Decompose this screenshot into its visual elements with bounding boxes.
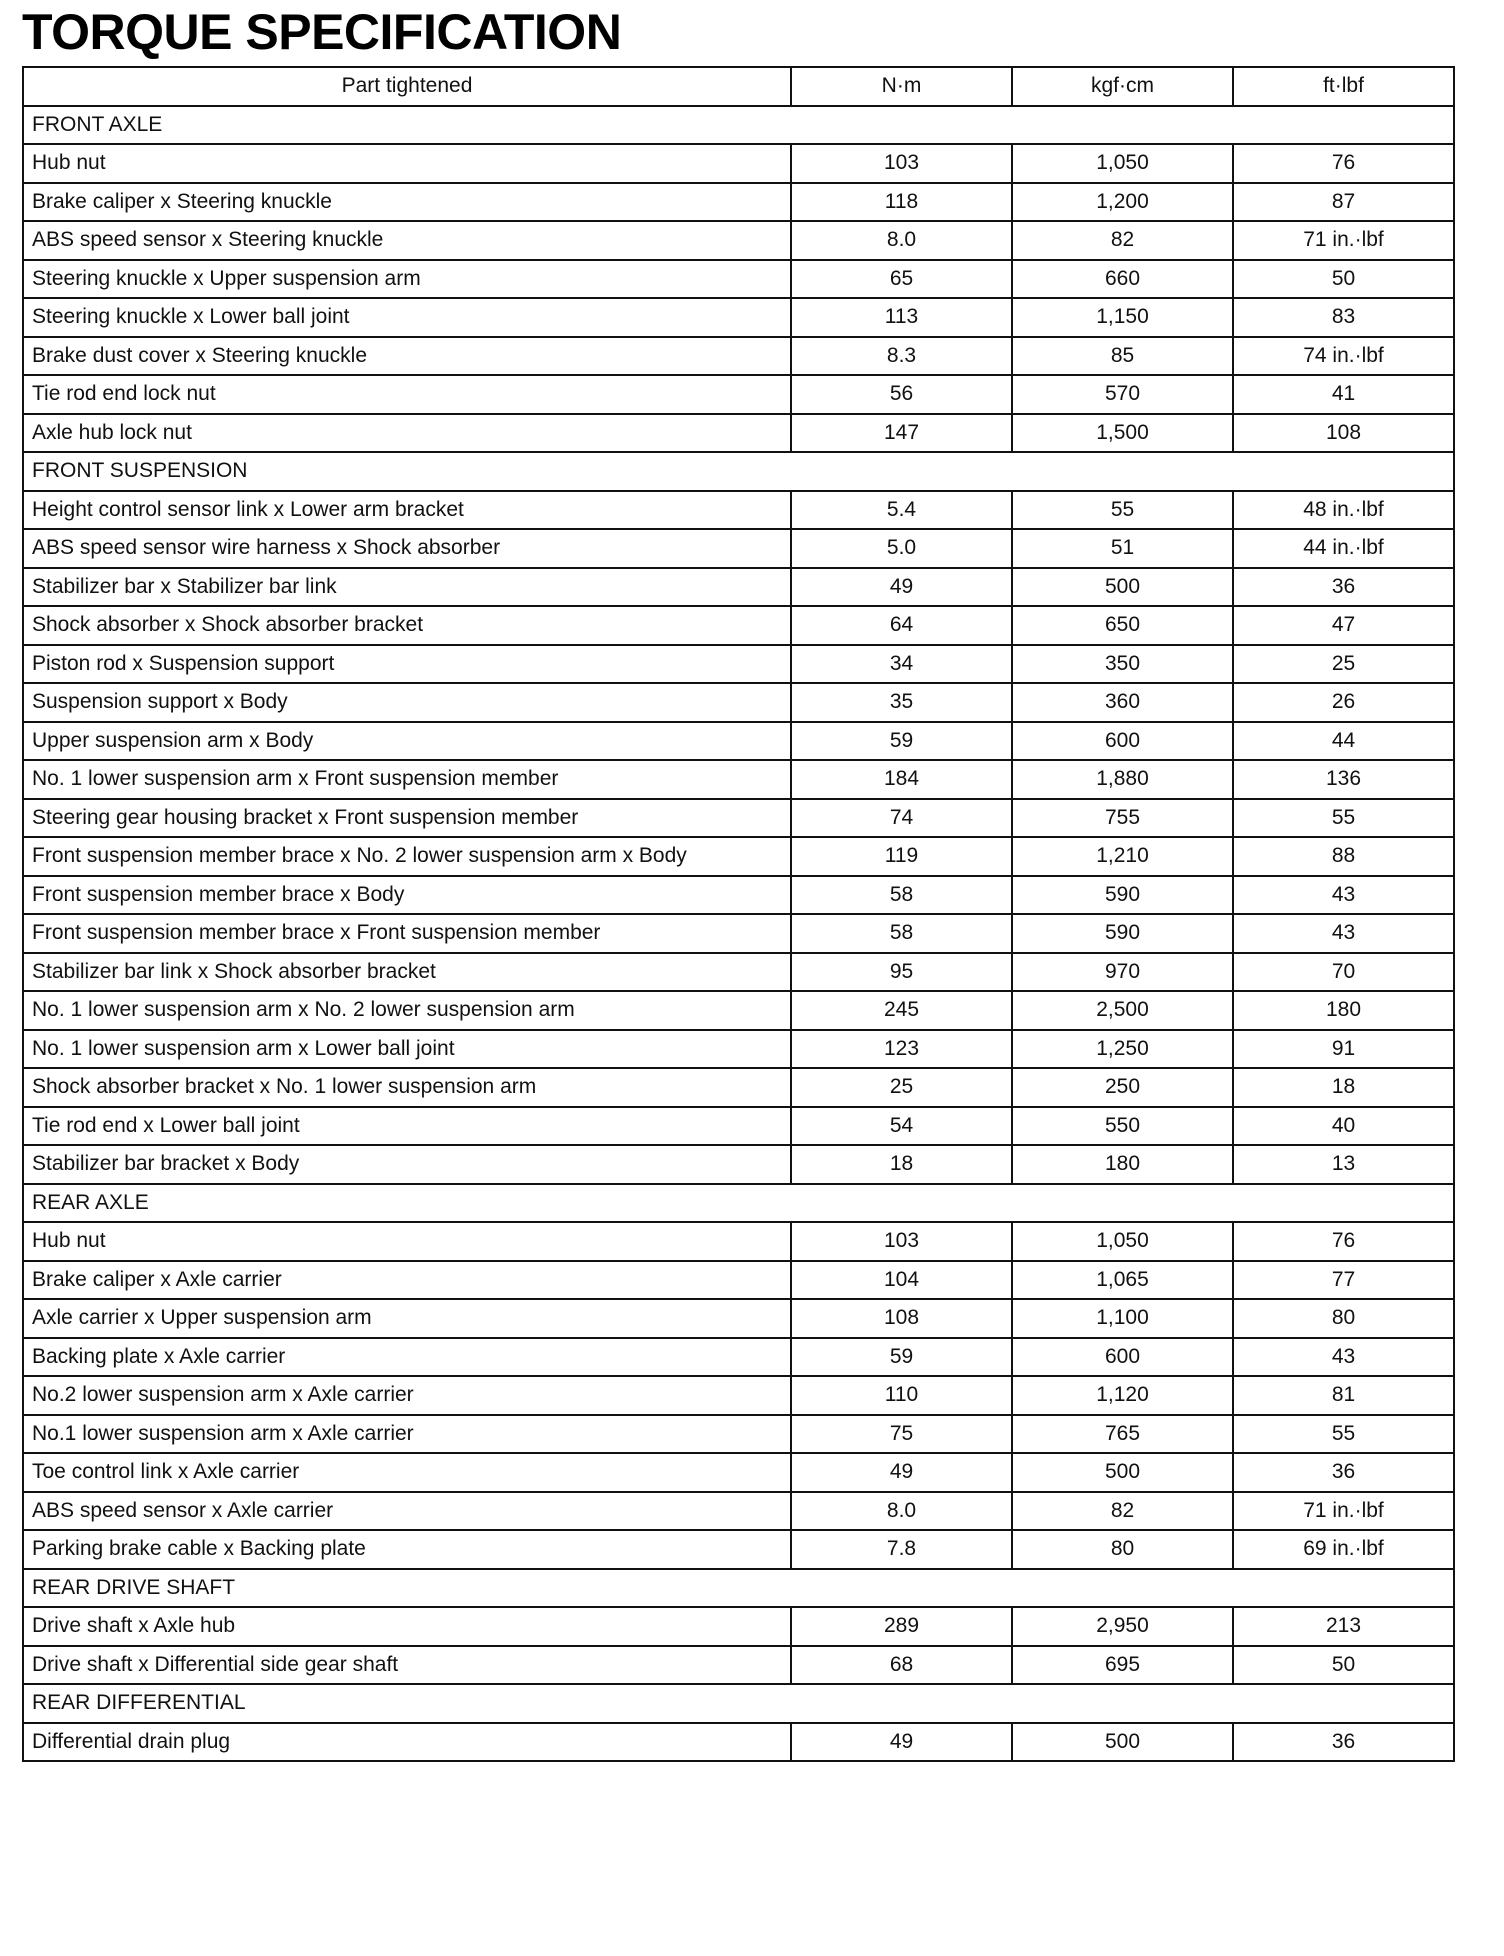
cell-kgfcm: 590 <box>1012 876 1233 915</box>
cell-kgfcm: 500 <box>1012 1723 1233 1762</box>
section-row <box>23 452 1454 491</box>
cell-part: Brake dust cover x Steering knuckle <box>23 337 791 376</box>
table-row <box>23 337 1454 376</box>
cell-nm: 64 <box>791 606 1012 645</box>
table-row <box>23 1222 1454 1261</box>
cell-part: No. 1 lower suspension arm x Lower ball joint <box>23 1030 791 1069</box>
cell-part: Toe control link x Axle carrier <box>23 1453 791 1492</box>
cell-ftlbf: 55 <box>1233 799 1454 838</box>
header-row <box>23 67 1454 106</box>
table-row <box>23 799 1454 838</box>
cell-ftlbf: 83 <box>1233 298 1454 337</box>
cell-part: Parking brake cable x Backing plate <box>23 1530 791 1569</box>
table-row <box>23 1145 1454 1184</box>
table-row <box>23 221 1454 260</box>
section-heading: FRONT SUSPENSION <box>23 452 1454 491</box>
cell-nm: 59 <box>791 1338 1012 1377</box>
cell-part: Stabilizer bar link x Shock absorber bracket <box>23 953 791 992</box>
table-row <box>23 1492 1454 1531</box>
cell-nm: 8.3 <box>791 337 1012 376</box>
cell-ftlbf: 36 <box>1233 1723 1454 1762</box>
cell-nm: 56 <box>791 375 1012 414</box>
cell-part: Tie rod end lock nut <box>23 375 791 414</box>
cell-ftlbf: 180 <box>1233 991 1454 1030</box>
cell-nm: 103 <box>791 144 1012 183</box>
cell-nm: 59 <box>791 722 1012 761</box>
table-row <box>23 1723 1454 1762</box>
cell-kgfcm: 500 <box>1012 1453 1233 1492</box>
column-header-part: Part tightened <box>23 67 791 106</box>
cell-ftlbf: 213 <box>1233 1607 1454 1646</box>
cell-part: Hub nut <box>23 144 791 183</box>
cell-part: ABS speed sensor x Axle carrier <box>23 1492 791 1531</box>
table-row <box>23 260 1454 299</box>
cell-nm: 184 <box>791 760 1012 799</box>
table-row <box>23 837 1454 876</box>
cell-part: Front suspension member brace x Body <box>23 876 791 915</box>
cell-part: Shock absorber bracket x No. 1 lower suspension arm <box>23 1068 791 1107</box>
cell-part: Front suspension member brace x No. 2 lower suspension arm x Body <box>23 837 791 876</box>
cell-kgfcm: 51 <box>1012 529 1233 568</box>
table-row <box>23 606 1454 645</box>
section-heading: REAR AXLE <box>23 1184 1454 1223</box>
cell-ftlbf: 50 <box>1233 1646 1454 1685</box>
cell-ftlbf: 40 <box>1233 1107 1454 1146</box>
table-row <box>23 414 1454 453</box>
cell-kgfcm: 1,250 <box>1012 1030 1233 1069</box>
cell-ftlbf: 70 <box>1233 953 1454 992</box>
cell-kgfcm: 500 <box>1012 568 1233 607</box>
cell-kgfcm: 1,500 <box>1012 414 1233 453</box>
cell-ftlbf: 50 <box>1233 260 1454 299</box>
table-row <box>23 953 1454 992</box>
table-row <box>23 760 1454 799</box>
cell-ftlbf: 91 <box>1233 1030 1454 1069</box>
cell-nm: 119 <box>791 837 1012 876</box>
cell-kgfcm: 590 <box>1012 914 1233 953</box>
cell-ftlbf: 43 <box>1233 1338 1454 1377</box>
cell-kgfcm: 250 <box>1012 1068 1233 1107</box>
cell-part: Differential drain plug <box>23 1723 791 1762</box>
cell-ftlbf: 55 <box>1233 1415 1454 1454</box>
cell-ftlbf: 69 in.·lbf <box>1233 1530 1454 1569</box>
cell-ftlbf: 88 <box>1233 837 1454 876</box>
cell-part: Upper suspension arm x Body <box>23 722 791 761</box>
cell-ftlbf: 47 <box>1233 606 1454 645</box>
section-row <box>23 106 1454 145</box>
table-row <box>23 1338 1454 1377</box>
cell-nm: 95 <box>791 953 1012 992</box>
cell-ftlbf: 41 <box>1233 375 1454 414</box>
cell-kgfcm: 1,050 <box>1012 144 1233 183</box>
cell-part: No. 1 lower suspension arm x No. 2 lower suspension arm <box>23 991 791 1030</box>
cell-part: Stabilizer bar bracket x Body <box>23 1145 791 1184</box>
table-row <box>23 914 1454 953</box>
table-row <box>23 1607 1454 1646</box>
cell-nm: 110 <box>791 1376 1012 1415</box>
cell-part: ABS speed sensor wire harness x Shock absorber <box>23 529 791 568</box>
cell-nm: 18 <box>791 1145 1012 1184</box>
table-row <box>23 722 1454 761</box>
cell-part: ABS speed sensor x Steering knuckle <box>23 221 791 260</box>
cell-part: Axle hub lock nut <box>23 414 791 453</box>
cell-kgfcm: 2,950 <box>1012 1607 1233 1646</box>
cell-nm: 8.0 <box>791 1492 1012 1531</box>
cell-kgfcm: 80 <box>1012 1530 1233 1569</box>
cell-nm: 123 <box>791 1030 1012 1069</box>
cell-ftlbf: 48 in.·lbf <box>1233 491 1454 530</box>
cell-nm: 108 <box>791 1299 1012 1338</box>
cell-ftlbf: 71 in.·lbf <box>1233 1492 1454 1531</box>
cell-ftlbf: 74 in.·lbf <box>1233 337 1454 376</box>
column-header-ftlbf: ft·lbf <box>1233 67 1454 106</box>
cell-part: Steering knuckle x Lower ball joint <box>23 298 791 337</box>
cell-nm: 74 <box>791 799 1012 838</box>
cell-nm: 118 <box>791 183 1012 222</box>
table-row <box>23 876 1454 915</box>
cell-part: No.2 lower suspension arm x Axle carrier <box>23 1376 791 1415</box>
table-row <box>23 1646 1454 1685</box>
cell-part: Brake caliper x Axle carrier <box>23 1261 791 1300</box>
cell-part: Drive shaft x Differential side gear shaft <box>23 1646 791 1685</box>
cell-ftlbf: 36 <box>1233 568 1454 607</box>
cell-nm: 34 <box>791 645 1012 684</box>
cell-part: Hub nut <box>23 1222 791 1261</box>
cell-part: Steering gear housing bracket x Front suspension member <box>23 799 791 838</box>
table-row <box>23 568 1454 607</box>
cell-ftlbf: 76 <box>1233 1222 1454 1261</box>
table-row <box>23 1068 1454 1107</box>
section-row <box>23 1184 1454 1223</box>
table-row <box>23 298 1454 337</box>
cell-part: Suspension support x Body <box>23 683 791 722</box>
cell-kgfcm: 1,200 <box>1012 183 1233 222</box>
cell-nm: 5.0 <box>791 529 1012 568</box>
cell-nm: 49 <box>791 568 1012 607</box>
table-row <box>23 491 1454 530</box>
table-row <box>23 375 1454 414</box>
table-row <box>23 1030 1454 1069</box>
table-row <box>23 1299 1454 1338</box>
table-row <box>23 529 1454 568</box>
cell-part: Brake caliper x Steering knuckle <box>23 183 791 222</box>
cell-part: No.1 lower suspension arm x Axle carrier <box>23 1415 791 1454</box>
cell-part: Steering knuckle x Upper suspension arm <box>23 260 791 299</box>
cell-kgfcm: 650 <box>1012 606 1233 645</box>
cell-ftlbf: 36 <box>1233 1453 1454 1492</box>
cell-nm: 68 <box>791 1646 1012 1685</box>
cell-kgfcm: 55 <box>1012 491 1233 530</box>
cell-part: Axle carrier x Upper suspension arm <box>23 1299 791 1338</box>
table-row <box>23 1530 1454 1569</box>
cell-nm: 104 <box>791 1261 1012 1300</box>
section-heading: REAR DIFFERENTIAL <box>23 1684 1454 1723</box>
column-header-kgfcm: kgf·cm <box>1012 67 1233 106</box>
cell-kgfcm: 2,500 <box>1012 991 1233 1030</box>
cell-kgfcm: 85 <box>1012 337 1233 376</box>
section-heading: REAR DRIVE SHAFT <box>23 1569 1454 1608</box>
torque-table <box>22 66 1455 1762</box>
column-header-nm: N·m <box>791 67 1012 106</box>
cell-nm: 7.8 <box>791 1530 1012 1569</box>
cell-ftlbf: 26 <box>1233 683 1454 722</box>
cell-part: Stabilizer bar x Stabilizer bar link <box>23 568 791 607</box>
section-row <box>23 1569 1454 1608</box>
table-row <box>23 683 1454 722</box>
cell-ftlbf: 25 <box>1233 645 1454 684</box>
cell-part: Shock absorber x Shock absorber bracket <box>23 606 791 645</box>
cell-ftlbf: 13 <box>1233 1145 1454 1184</box>
cell-ftlbf: 77 <box>1233 1261 1454 1300</box>
cell-ftlbf: 108 <box>1233 414 1454 453</box>
cell-kgfcm: 1,065 <box>1012 1261 1233 1300</box>
cell-ftlbf: 87 <box>1233 183 1454 222</box>
cell-ftlbf: 44 in.·lbf <box>1233 529 1454 568</box>
cell-ftlbf: 136 <box>1233 760 1454 799</box>
cell-nm: 8.0 <box>791 221 1012 260</box>
cell-kgfcm: 970 <box>1012 953 1233 992</box>
cell-ftlbf: 80 <box>1233 1299 1454 1338</box>
table-row <box>23 1107 1454 1146</box>
cell-kgfcm: 755 <box>1012 799 1233 838</box>
cell-nm: 25 <box>791 1068 1012 1107</box>
cell-kgfcm: 570 <box>1012 375 1233 414</box>
table-row <box>23 144 1454 183</box>
cell-kgfcm: 1,120 <box>1012 1376 1233 1415</box>
cell-ftlbf: 76 <box>1233 144 1454 183</box>
cell-kgfcm: 1,100 <box>1012 1299 1233 1338</box>
cell-nm: 289 <box>791 1607 1012 1646</box>
page-title: TORQUE SPECIFICATION <box>22 4 622 60</box>
cell-ftlbf: 43 <box>1233 876 1454 915</box>
cell-kgfcm: 180 <box>1012 1145 1233 1184</box>
cell-nm: 113 <box>791 298 1012 337</box>
cell-nm: 65 <box>791 260 1012 299</box>
cell-kgfcm: 1,880 <box>1012 760 1233 799</box>
cell-kgfcm: 1,210 <box>1012 837 1233 876</box>
cell-kgfcm: 660 <box>1012 260 1233 299</box>
cell-kgfcm: 350 <box>1012 645 1233 684</box>
table-row <box>23 991 1454 1030</box>
cell-kgfcm: 82 <box>1012 1492 1233 1531</box>
cell-kgfcm: 1,050 <box>1012 1222 1233 1261</box>
cell-nm: 35 <box>791 683 1012 722</box>
table-row <box>23 645 1454 684</box>
cell-part: Front suspension member brace x Front suspension member <box>23 914 791 953</box>
cell-nm: 103 <box>791 1222 1012 1261</box>
cell-kgfcm: 600 <box>1012 1338 1233 1377</box>
table-row <box>23 1415 1454 1454</box>
cell-part: Piston rod x Suspension support <box>23 645 791 684</box>
table-row <box>23 1261 1454 1300</box>
cell-kgfcm: 82 <box>1012 221 1233 260</box>
cell-nm: 49 <box>791 1453 1012 1492</box>
cell-kgfcm: 1,150 <box>1012 298 1233 337</box>
cell-nm: 58 <box>791 914 1012 953</box>
cell-kgfcm: 765 <box>1012 1415 1233 1454</box>
cell-kgfcm: 360 <box>1012 683 1233 722</box>
cell-nm: 58 <box>791 876 1012 915</box>
cell-nm: 49 <box>791 1723 1012 1762</box>
cell-nm: 5.4 <box>791 491 1012 530</box>
cell-part: Height control sensor link x Lower arm bracket <box>23 491 791 530</box>
cell-part: Drive shaft x Axle hub <box>23 1607 791 1646</box>
cell-nm: 75 <box>791 1415 1012 1454</box>
cell-ftlbf: 43 <box>1233 914 1454 953</box>
section-heading: FRONT AXLE <box>23 106 1454 145</box>
cell-kgfcm: 600 <box>1012 722 1233 761</box>
table-row <box>23 183 1454 222</box>
section-row <box>23 1684 1454 1723</box>
cell-kgfcm: 550 <box>1012 1107 1233 1146</box>
cell-part: Tie rod end x Lower ball joint <box>23 1107 791 1146</box>
cell-nm: 245 <box>791 991 1012 1030</box>
table-row <box>23 1453 1454 1492</box>
cell-nm: 54 <box>791 1107 1012 1146</box>
cell-ftlbf: 18 <box>1233 1068 1454 1107</box>
table-row <box>23 1376 1454 1415</box>
cell-part: Backing plate x Axle carrier <box>23 1338 791 1377</box>
cell-kgfcm: 695 <box>1012 1646 1233 1685</box>
cell-part: No. 1 lower suspension arm x Front suspension member <box>23 760 791 799</box>
cell-ftlbf: 44 <box>1233 722 1454 761</box>
cell-nm: 147 <box>791 414 1012 453</box>
cell-ftlbf: 81 <box>1233 1376 1454 1415</box>
cell-ftlbf: 71 in.·lbf <box>1233 221 1454 260</box>
